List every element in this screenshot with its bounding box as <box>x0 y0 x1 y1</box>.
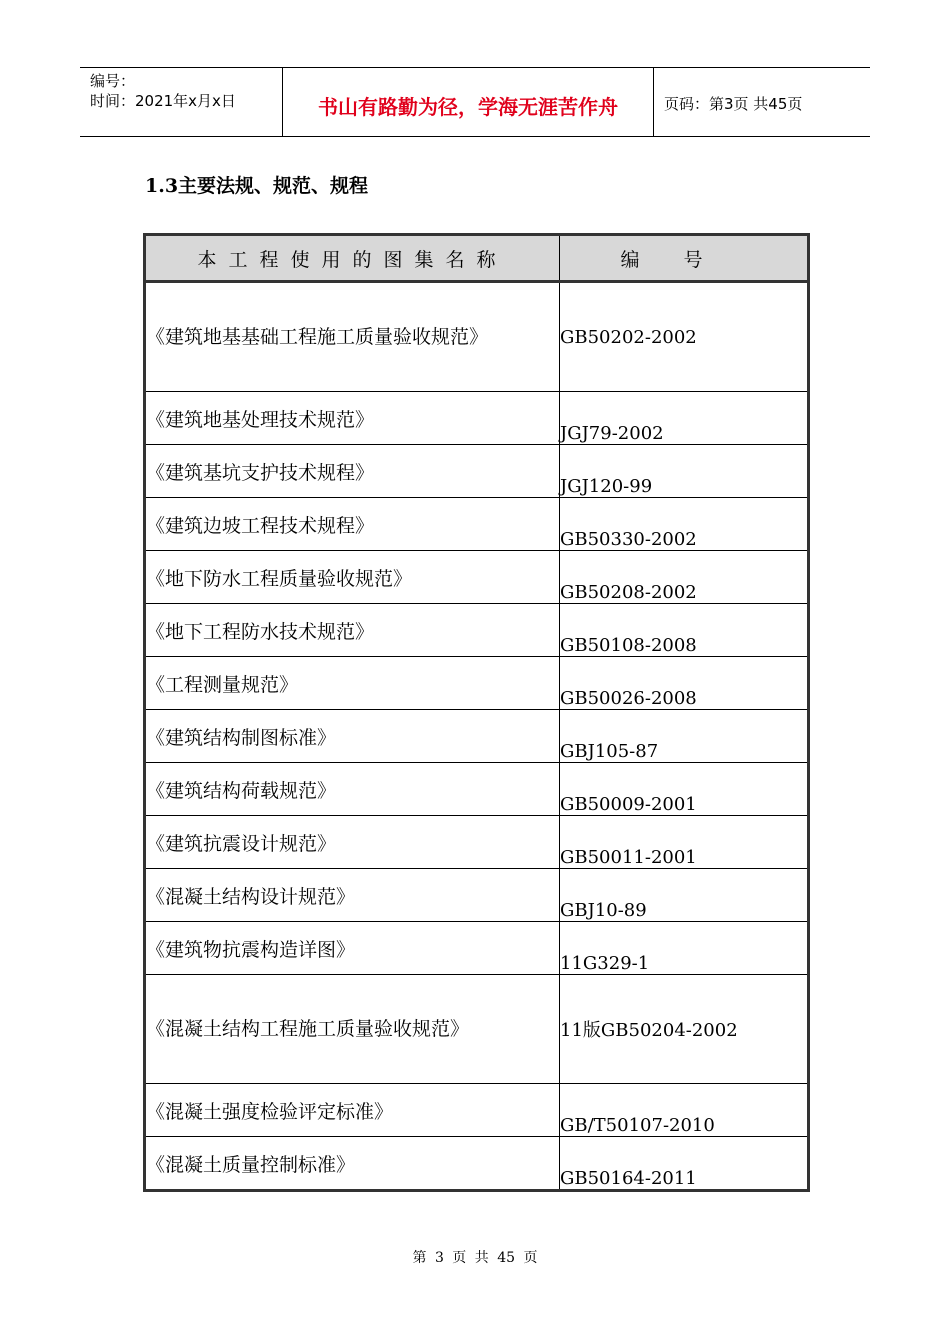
page-header <box>80 67 870 137</box>
standard-name: 《地下工程防水技术规范》 <box>145 604 560 657</box>
standard-name: 《建筑边坡工程技术规程》 <box>145 498 560 551</box>
table-row <box>145 657 809 710</box>
standard-code: GB50009-2001 <box>560 763 809 816</box>
standard-name: 《建筑地基基础工程施工质量验收规范》 <box>145 282 560 392</box>
standard-name: 《混凝土强度检验评定标准》 <box>145 1084 560 1137</box>
standard-name: 《工程测量规范》 <box>145 657 560 710</box>
standard-code: GB50202-2002 <box>560 282 809 392</box>
table-header-row <box>145 235 809 282</box>
standard-code: GBJ105-87 <box>560 710 809 763</box>
standard-code: GB50330-2002 <box>560 498 809 551</box>
table-row <box>145 975 809 1084</box>
standard-code: GB50026-2008 <box>560 657 809 710</box>
doc-time-label: 时间：2021年x月x日 <box>90 92 236 110</box>
standard-code: 11G329-1 <box>560 922 809 975</box>
section-title: 1.3主要法规、规范、规程 <box>145 175 369 197</box>
table-row <box>145 922 809 975</box>
standard-name: 《建筑结构荷载规范》 <box>145 763 560 816</box>
table-row <box>145 816 809 869</box>
standard-code: 11版GB50204-2002 <box>560 975 809 1084</box>
page-footer: 第 3 页 共 45 页 <box>412 1250 538 1266</box>
standard-name: 《建筑基坑支护技术规程》 <box>145 445 560 498</box>
table-row <box>145 710 809 763</box>
header-meta <box>80 68 282 136</box>
standard-code: JGJ120-99 <box>560 445 809 498</box>
table-row <box>145 282 809 392</box>
table-row <box>145 1137 809 1191</box>
standard-name: 《混凝土质量控制标准》 <box>145 1137 560 1191</box>
standard-code: GB50208-2002 <box>560 551 809 604</box>
header-page-info: 页码：第3页 共45页 <box>664 94 803 113</box>
column-header-code: 编号 <box>560 235 809 282</box>
table-row <box>145 1084 809 1137</box>
table-row <box>145 551 809 604</box>
standard-name: 《建筑物抗震构造详图》 <box>145 922 560 975</box>
doc-number-label: 编号： <box>90 72 136 90</box>
standard-name: 《地下防水工程质量验收规范》 <box>145 551 560 604</box>
table-row <box>145 445 809 498</box>
standard-code: GB/T50107-2010 <box>560 1084 809 1137</box>
table-row <box>145 869 809 922</box>
table-row <box>145 763 809 816</box>
header-slogan: 书山有路勤为径，学海无涯苦作舟 <box>282 68 654 136</box>
standards-table <box>143 233 810 1192</box>
standard-name: 《混凝土结构工程施工质量验收规范》 <box>145 975 560 1084</box>
standard-code: GB50011-2001 <box>560 816 809 869</box>
standard-name: 《混凝土结构设计规范》 <box>145 869 560 922</box>
standard-name: 《建筑抗震设计规范》 <box>145 816 560 869</box>
standard-name: 《建筑结构制图标准》 <box>145 710 560 763</box>
standard-code: JGJ79-2002 <box>560 392 809 445</box>
table-row <box>145 498 809 551</box>
table-row <box>145 604 809 657</box>
standard-code: GB50164-2011 <box>560 1137 809 1191</box>
column-header-name: 本工程使用的图集名称 <box>145 235 560 282</box>
standard-code: GB50108-2008 <box>560 604 809 657</box>
standard-name: 《建筑地基处理技术规范》 <box>145 392 560 445</box>
standard-code: GBJ10-89 <box>560 869 809 922</box>
table-row <box>145 392 809 445</box>
